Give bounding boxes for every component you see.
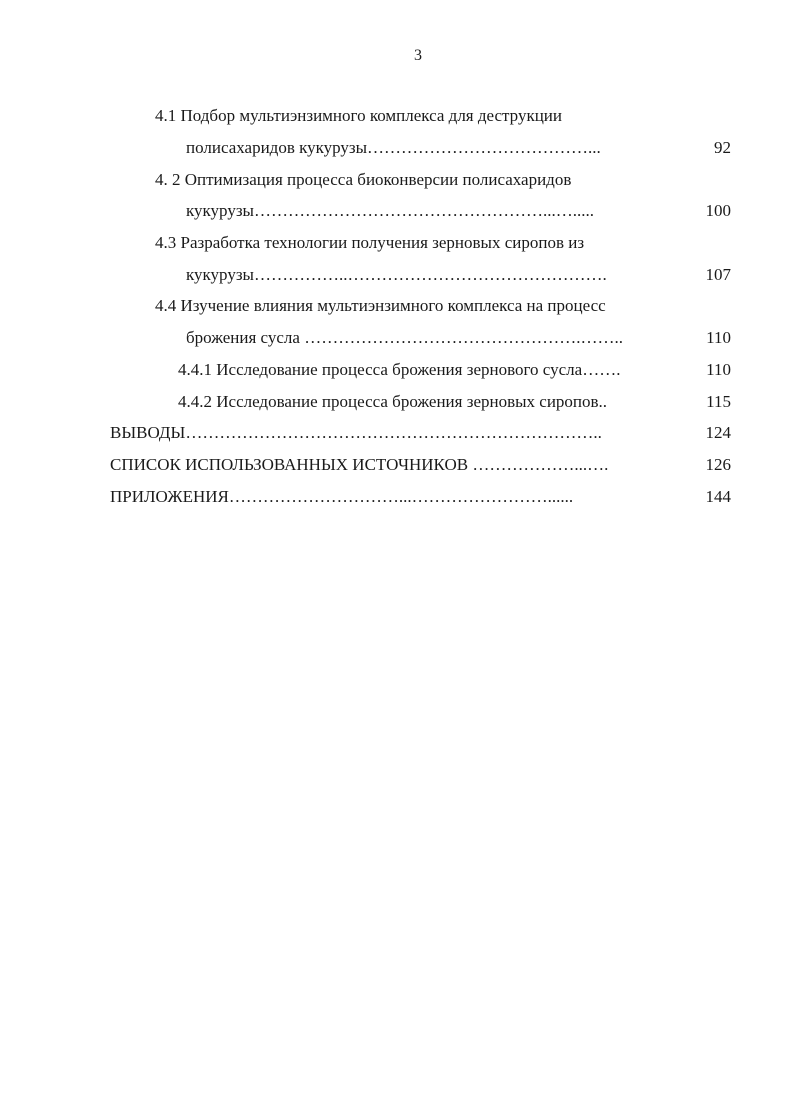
toc-entry-4-1-page: 92 <box>714 138 731 157</box>
toc-entry-4-3-page: 107 <box>705 265 731 284</box>
toc-entry-4-2-line2: кукурузы……………………………………………...…..... <box>186 201 594 220</box>
toc-entry-4-3-line1: 4.3 Разработка технологии получения зерновых сиропов из <box>155 233 585 252</box>
toc-entry-4-4-1-page: 110 <box>706 360 731 379</box>
toc-entry-4-4-line2: брожения сусла ………………………………………….…….. <box>186 328 623 347</box>
toc-entry-references: СПИСОК ИСПОЛЬЗОВАННЫХ ИСТОЧНИКОВ ………………...…. <box>110 455 609 474</box>
toc-entry-4-4-2: 4.4.2 Исследование процесса брожения зерновых сиропов.. <box>178 392 608 411</box>
toc-entry-appendices-page: 144 <box>705 487 731 506</box>
toc-entry-4-1-line2: полисахаридов кукурузы…………………………………... <box>186 138 601 157</box>
toc-entry-4-3-line2: кукурузы……………..………………………………………. <box>186 265 607 284</box>
toc-entry-4-4-2-page: 115 <box>706 392 731 411</box>
toc-entry-references-page: 126 <box>705 455 731 474</box>
toc-entry-4-4-line1: 4.4 Изучение влияния мультиэнзимного комплекса на процесс <box>155 296 606 315</box>
toc-entry-4-2-page: 100 <box>705 201 731 220</box>
toc-entry-4-4-page: 110 <box>706 328 731 347</box>
toc-entry-4-2-line1: 4. 2 Оптимизация процесса биоконверсии полисахаридов <box>155 170 572 189</box>
toc-entry-4-1-line1: 4.1 Подбор мультиэнзимного комплекса для деструкции <box>155 106 562 125</box>
toc-entry-appendices: ПРИЛОЖЕНИЯ…………………………...……………………...... <box>110 487 574 506</box>
toc-entry-conclusions: ВЫВОДЫ……………………………………………………………….. <box>110 423 602 442</box>
toc-entry-4-4-1: 4.4.1 Исследование процесса брожения зернового сусла……. <box>178 360 621 379</box>
page-number: 3 <box>414 47 422 64</box>
toc-entry-conclusions-page: 124 <box>705 423 731 442</box>
